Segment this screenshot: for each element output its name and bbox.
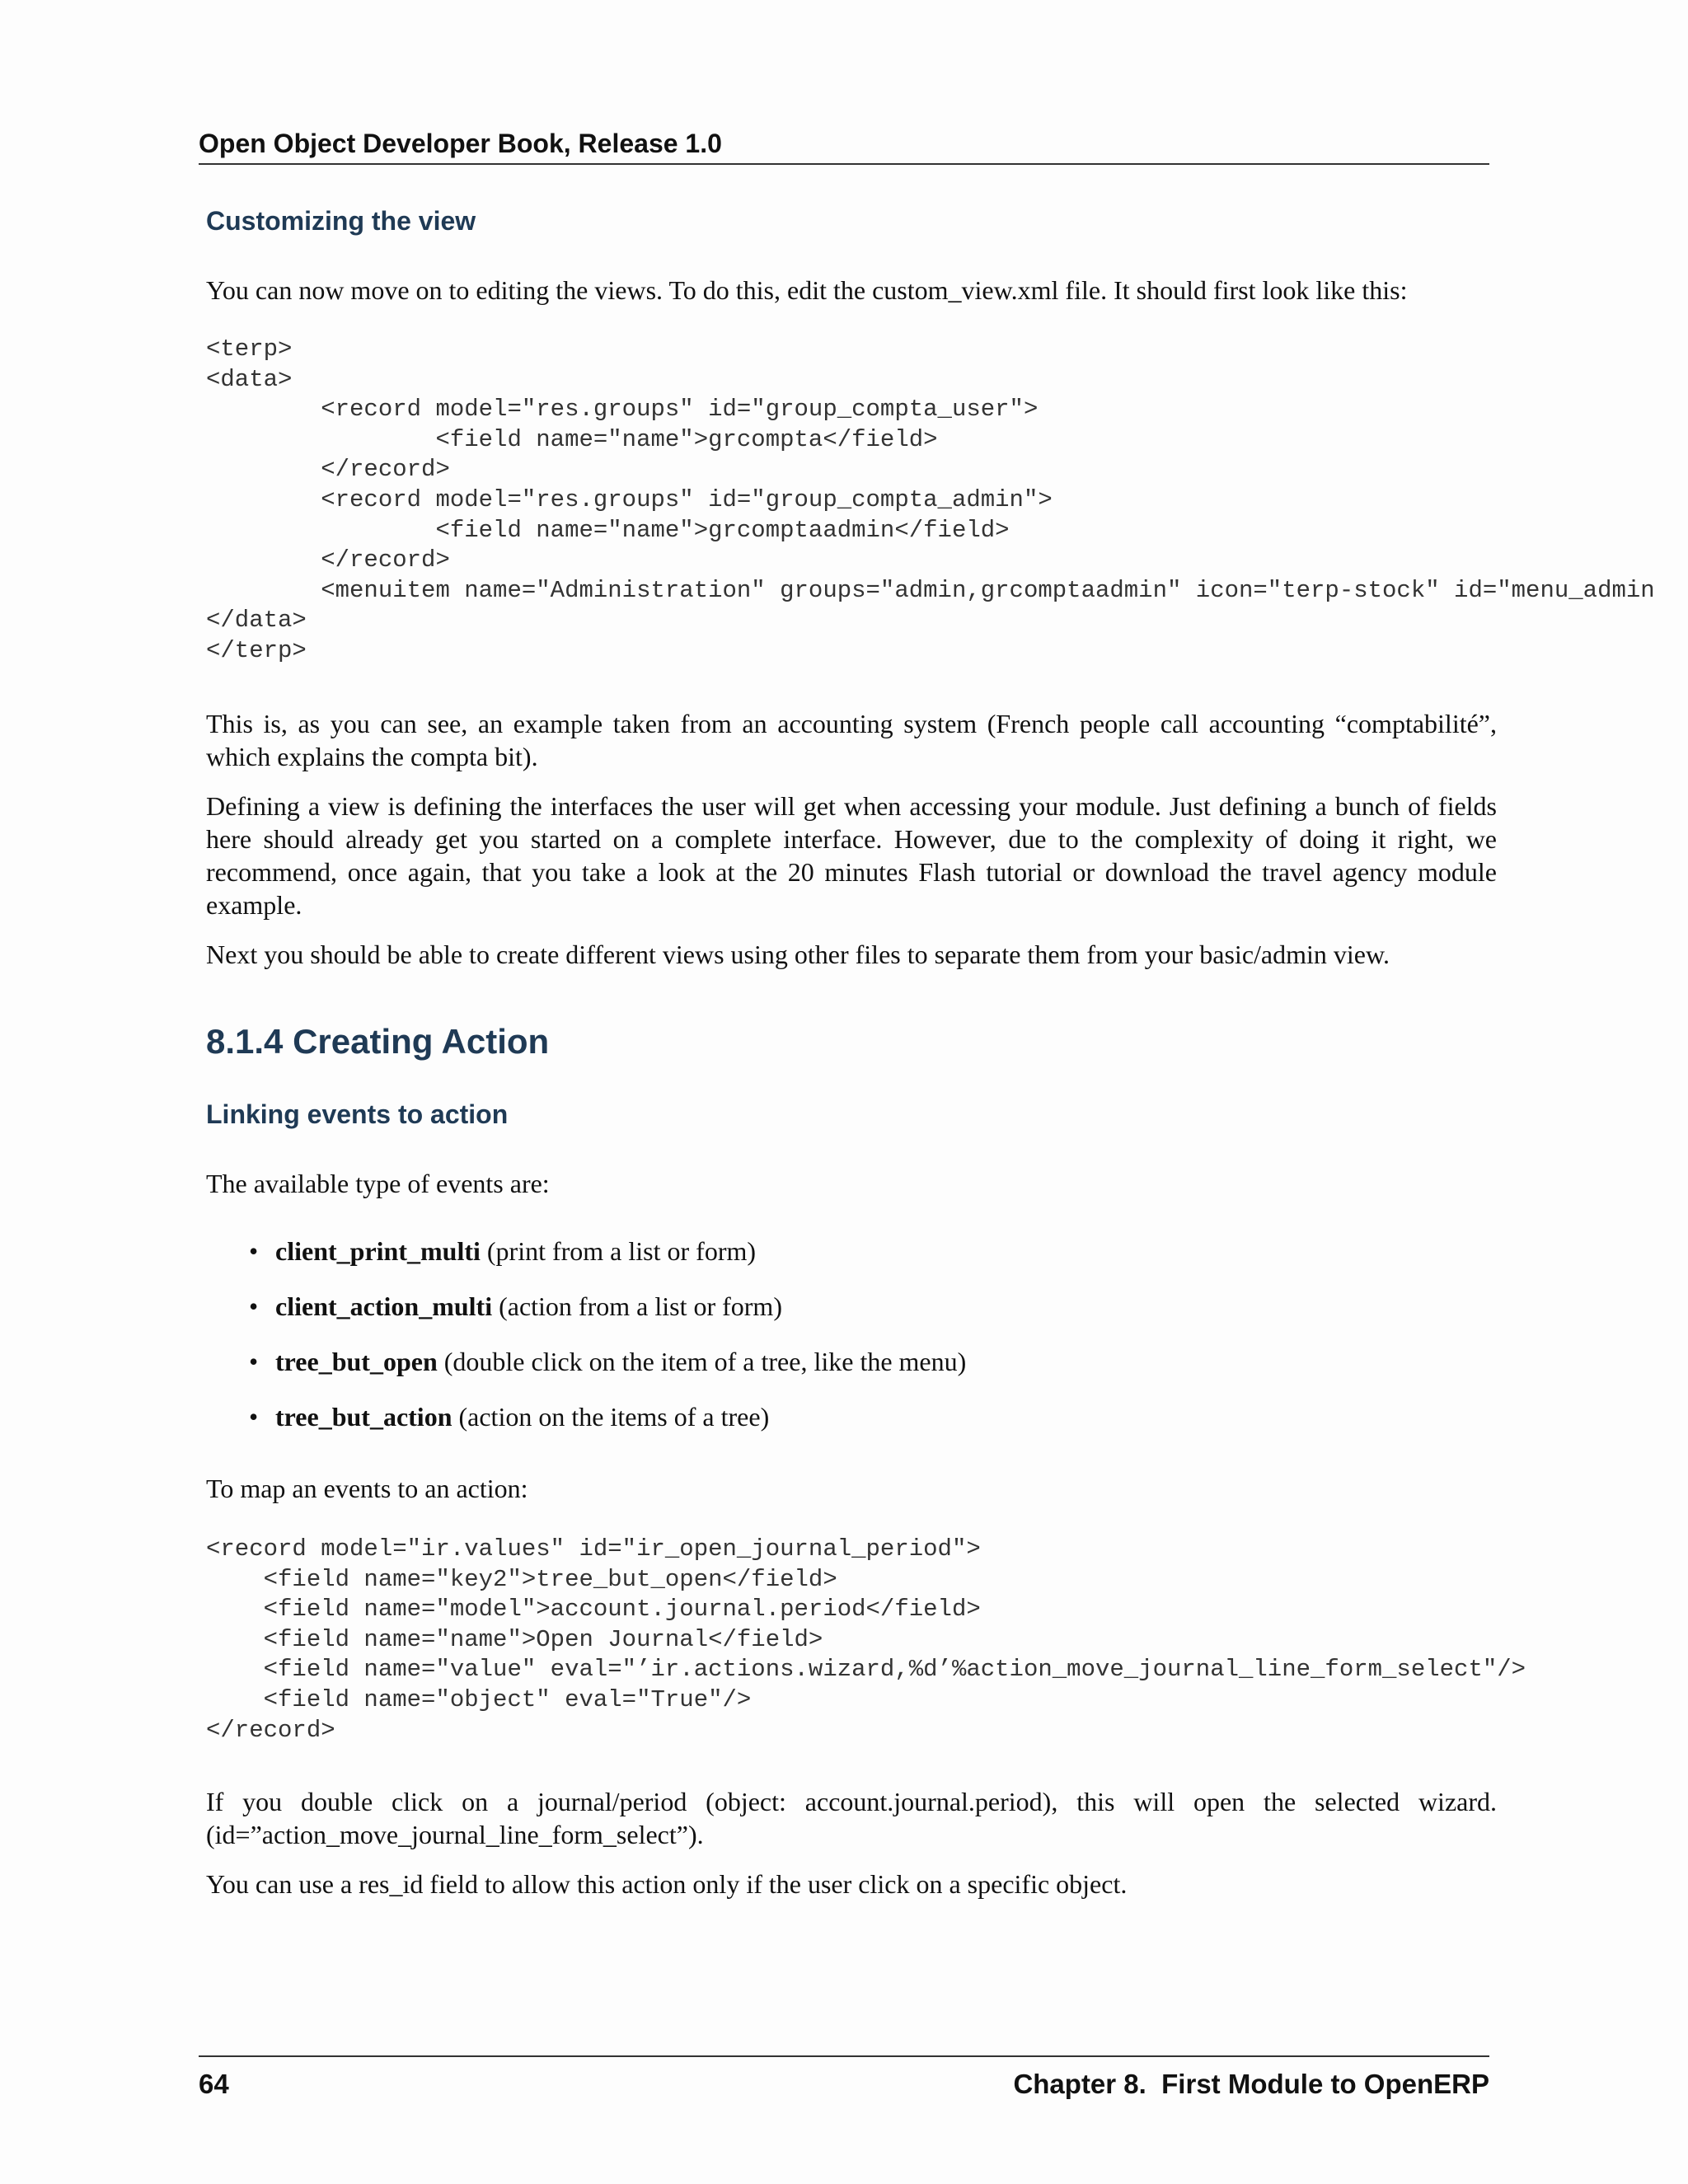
event-term: tree_but_open (275, 1347, 438, 1376)
events-intro: The available type of events are: (206, 1169, 550, 1198)
customizing-view-intro: You can now move on to editing the views. To do this, edit the custom_view.xml file. It should first look like this: (206, 275, 1408, 305)
heading-customizing-view: Customizing the view (206, 206, 476, 236)
bullet-icon: • (249, 1291, 259, 1321)
list-item (249, 1347, 966, 1402)
page-number: 64 (199, 2069, 229, 2099)
event-term: client_print_multi (275, 1236, 481, 1266)
event-types-list (249, 1236, 966, 1457)
event-description: (action on the items of a tree) (452, 1402, 770, 1432)
page-header (199, 125, 1489, 165)
heading-linking-events: Linking events to action (206, 1099, 509, 1129)
event-description: (double click on the item of a tree, like the menu) (437, 1347, 967, 1376)
list-item (249, 1402, 966, 1457)
paragraph-next-views: Next you should be able to create different views using other files to separate them from your basic/admin view. (206, 940, 1390, 969)
heading-creating-action: 8.1.4 Creating Action (206, 1022, 550, 1061)
paragraph-defining-view: Defining a view is defining the interfaces the user will get when accessing your module. Just defining a bunch of fields here should already get you started on a complete interface. However, due to the complexity of doing it right, we recommend, once again, that you take a look at the 20 minutes Flash tutorial or download the travel agency module example. (206, 791, 1497, 920)
list-item (249, 1236, 966, 1291)
code-block-custom-view: <terp> <data> <record model="res.groups" id="group_compta_user"> <field name="name">grcompta</field> </record> <record model="res.groups" id="group_compta_admin"> <field name="name">grcomptaadmin</field> </record> <menuitem name="Administration" groups="admin,grcomptaadmin" icon="terp-stock" id="menu_admin </data> </terp> (206, 335, 1655, 664)
map-events-intro: To map an events to an action: (206, 1474, 528, 1503)
paragraph-double-click: If you double click on a journal/period (object: account.journal.period), this will open the selected wizard. (id=”action_move_journal_line_form_select”). (206, 1787, 1497, 1849)
event-term: client_action_multi (275, 1291, 493, 1321)
event-description: (action from a list or form) (492, 1291, 782, 1321)
event-term: tree_but_action (275, 1402, 452, 1432)
list-item (249, 1291, 966, 1347)
header-title: Open Object Developer Book, Release 1.0 (199, 129, 722, 158)
event-description: (print from a list or form) (480, 1236, 757, 1266)
paragraph-res-id: You can use a res_id field to allow this action only if the user click on a specific object. (206, 1869, 1128, 1899)
paragraph-accounting-example: This is, as you can see, an example taken from an accounting system (French people call accounting “comptabilité”, which explains the compta bit). (206, 709, 1497, 771)
bullet-icon: • (249, 1347, 259, 1376)
page-footer (199, 2055, 1489, 2098)
code-block-ir-values: <record model="ir.values" id="ir_open_journal_period"> <field name="key2">tree_but_open</field> <field name="model">account.journal.period</field> <field name="name">Open Journal</field> <field name="value" eval="’ir.actions.wizard,%d’%action_move_journal_line_form_select"/> <field name="object" eval="True"/> </record> (206, 1535, 1526, 1744)
bullet-icon: • (249, 1236, 259, 1266)
bullet-icon: • (249, 1402, 259, 1432)
chapter-title: Chapter 8. First Module to OpenERP (1013, 2069, 1489, 2099)
